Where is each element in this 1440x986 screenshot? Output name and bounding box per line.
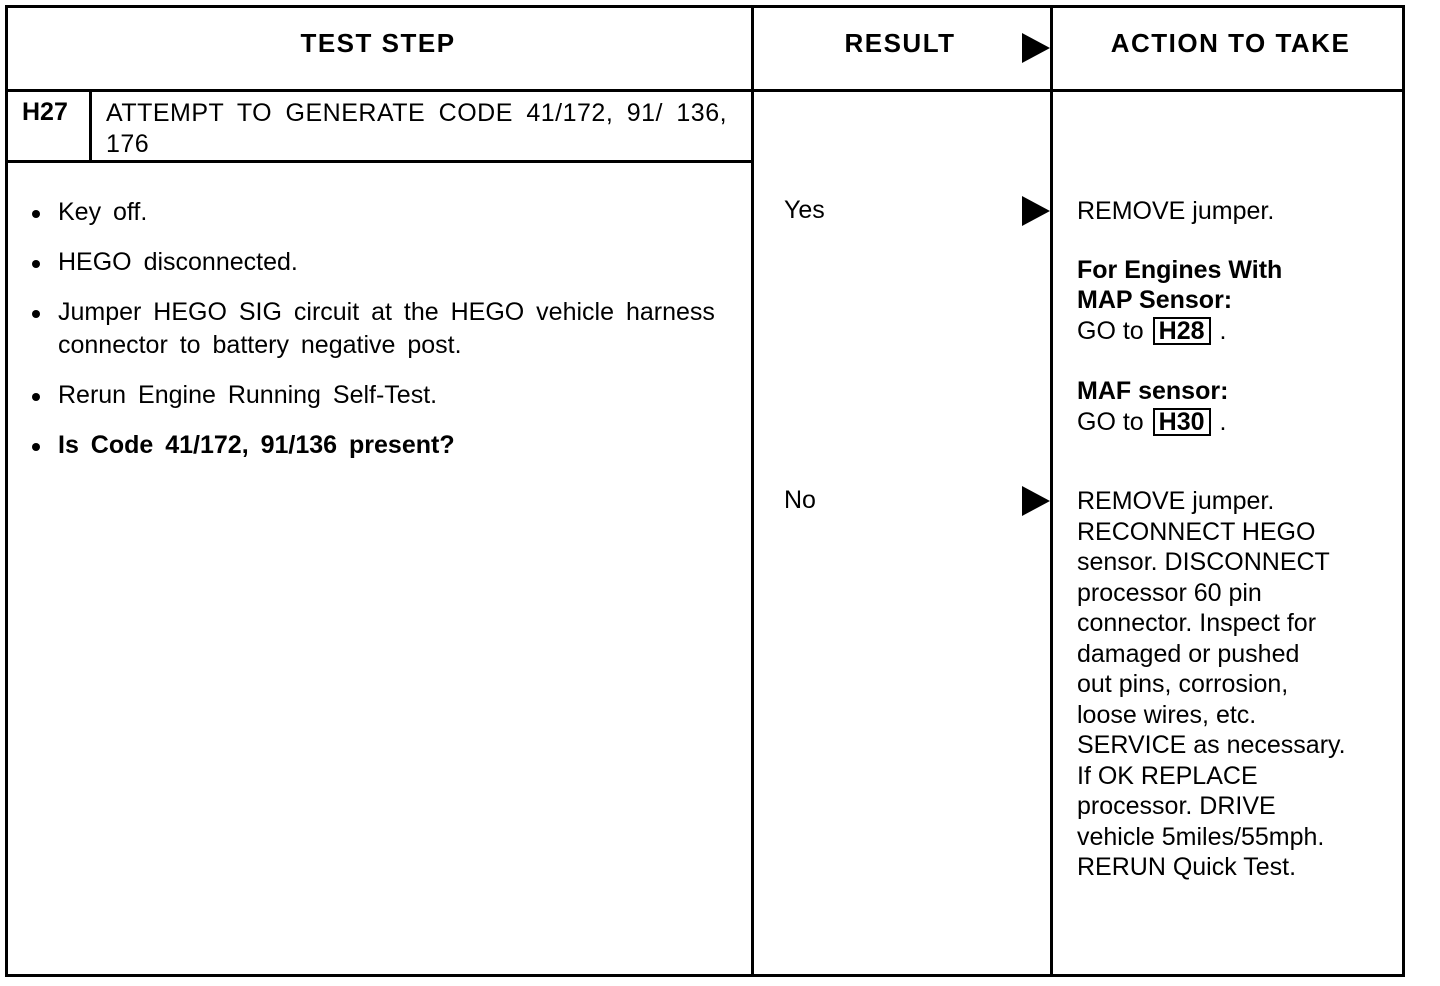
header-result: RESULT: [844, 28, 956, 58]
list-item: Jumper HEGO SIG circuit at the HEGO vehicle harness connector to battery negative post.: [30, 296, 720, 362]
column-divider-test-result: [751, 5, 754, 977]
list-item: Rerun Engine Running Self-Test.: [30, 379, 720, 412]
yes-arrow-icon: [1022, 196, 1050, 226]
column-divider-result-action: [1050, 5, 1053, 977]
action-no-line: RERUN Quick Test.: [1077, 853, 1297, 881]
step-title-divider: [5, 160, 754, 163]
header-action: ACTION TO TAKE: [1110, 28, 1351, 58]
action-no-line: sensor. DISCONNECT: [1077, 548, 1330, 576]
action-remove-jumper: REMOVE jumper.: [1077, 197, 1275, 225]
map-heading-line-2: MAP Sensor:: [1077, 286, 1233, 314]
no-arrow-icon: [1022, 486, 1050, 516]
list-item-question: Is Code 41/172, 91/136 present?: [30, 429, 720, 462]
goto-h30-link[interactable]: H30: [1153, 408, 1211, 436]
step-title: ATTEMPT TO GENERATE CODE 41/172, 91/ 136, 176: [106, 99, 728, 158]
action-no-line: vehicle 5miles/55mph.: [1077, 822, 1325, 851]
goto-period: .: [1219, 407, 1227, 436]
goto-h28-link[interactable]: H28: [1153, 317, 1211, 345]
goto-label: GO to: [1077, 407, 1144, 436]
action-no-line: RECONNECT HEGO: [1077, 517, 1316, 546]
goto-label: GO to: [1077, 316, 1144, 345]
list-item: HEGO disconnected.: [30, 246, 720, 279]
list-item: Key off.: [30, 196, 720, 229]
result-yes: Yes: [784, 196, 825, 224]
result-no: No: [784, 486, 816, 514]
header-divider: [5, 89, 1405, 92]
header-test-step: TEST STEP: [300, 28, 456, 58]
map-goto: [1077, 316, 1397, 347]
header-arrow-icon: [1022, 33, 1050, 63]
step-id: H27: [22, 98, 68, 126]
action-no-line: loose wires, etc.: [1077, 700, 1257, 729]
action-no-line: If OK REPLACE: [1077, 761, 1258, 790]
maf-heading: MAF sensor:: [1077, 377, 1229, 405]
action-no: [1077, 486, 1397, 883]
action-no-line: processor 60 pin: [1077, 578, 1262, 607]
action-no-line: REMOVE jumper.: [1077, 487, 1275, 515]
map-heading-line-1: For Engines With: [1077, 255, 1283, 284]
action-no-line: processor. DRIVE: [1077, 792, 1276, 820]
test-step-list: [30, 196, 720, 479]
action-no-line: connector. Inspect for: [1077, 609, 1317, 637]
action-no-line: out pins, corrosion,: [1077, 670, 1289, 698]
maf-goto: [1077, 407, 1397, 438]
goto-period: .: [1219, 316, 1227, 345]
action-no-line: damaged or pushed: [1077, 639, 1300, 668]
action-yes: [1077, 196, 1397, 437]
action-no-line: SERVICE as necessary.: [1077, 731, 1346, 759]
step-id-divider: [89, 89, 92, 163]
